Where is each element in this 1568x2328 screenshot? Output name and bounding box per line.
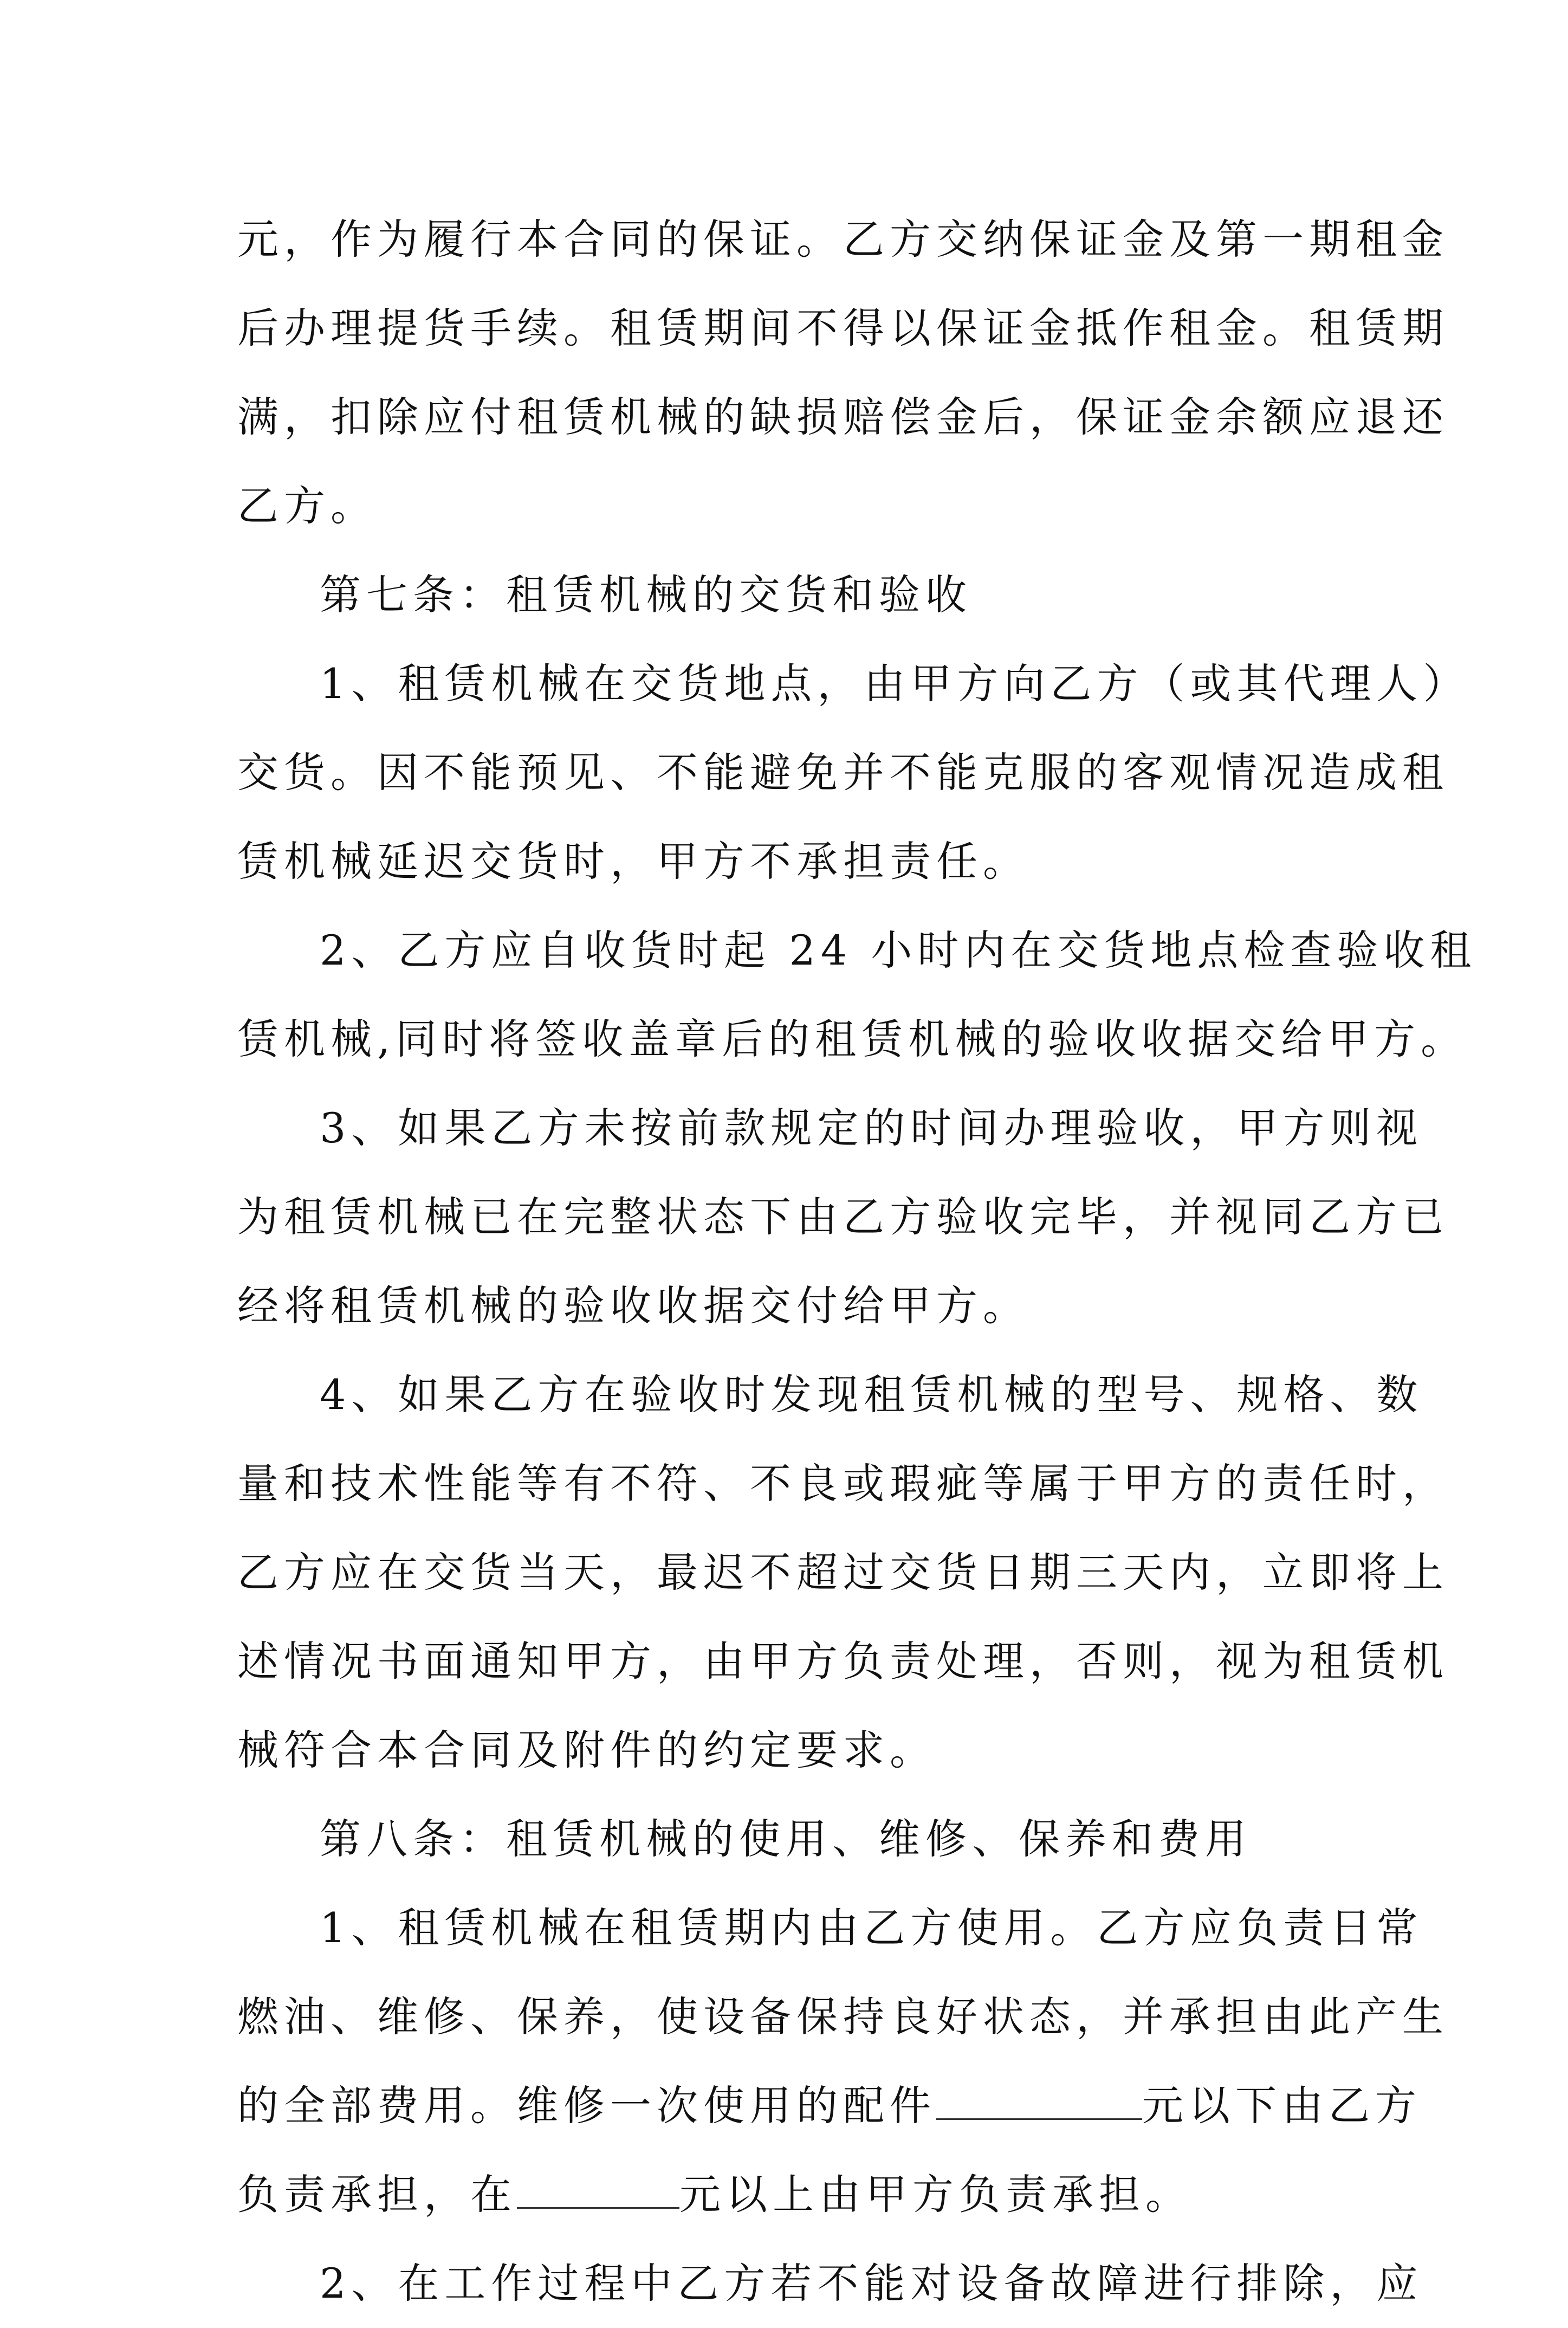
text-segment: 元以上由甲方负责承担。 [679,2170,1192,2219]
contract-text [237,195,1477,2328]
text-segment: 负责承担，在 [237,2170,517,2219]
text-line: 2、乙方应自收货时起 24 小时内在交货地点检查验收租 [320,926,1477,974]
text-line: 械符合本合同及附件的约定要求。 [237,1726,936,1774]
text-line: 2、在工作过程中乙方若不能对设备故障进行排除，应 [320,2259,1423,2307]
text-line: 乙方。 [237,482,377,530]
text-line: 燃油、维修、保养，使设备保持良好状态，并承担由此产生 [237,1993,1449,2041]
fill-in-blank [936,2080,1142,2120]
text-line: 1、租赁机械在租赁期内由乙方使用。乙方应负责日常 [320,1904,1423,1952]
text-segment: 元以下由乙方 [1142,2081,1422,2130]
text-segment: 的全部费用。维修一次使用的配件 [237,2081,936,2130]
text-line: 赁机械,同时将签收盖章后的租赁机械的验收收据交给甲方。 [237,1015,1468,1063]
text-line: 乙方应在交货当天，最迟不超过交货日期三天内，立即将上 [237,1548,1449,1596]
text-line: 4、如果乙方在验收时发现租赁机械的型号、规格、数 [320,1370,1423,1419]
text-line: 元，作为履行本合同的保证。乙方交纳保证金及第一期租金 [237,215,1449,263]
text-line-with-blank [237,2150,1326,2239]
text-line: 交货。因不能预见、不能避免并不能克服的客观情况造成租 [237,748,1449,797]
fill-in-blank [517,2169,679,2209]
text-line: 为租赁机械已在完整状态下由乙方验收完毕，并视同乙方已 [237,1193,1449,1241]
article-heading-7: 第七条：租赁机械的交货和验收 [320,571,972,619]
text-line: 量和技术性能等有不符、不良或瑕疵等属于甲方的责任时， [237,1459,1449,1508]
text-line-with-blank [237,2061,1422,2150]
text-line: 满，扣除应付租赁机械的缺损赔偿金后，保证金余额应退还 [237,393,1449,441]
text-line: 经将租赁机械的验收收据交付给甲方。 [237,1282,1029,1330]
text-line: 3、如果乙方未按前款规定的时间办理验收，甲方则视 [320,1104,1423,1152]
text-line: 述情况书面通知甲方，由甲方负责处理，否则，视为租赁机 [237,1637,1449,1685]
text-line: 赁机械延迟交货时，甲方不承担责任。 [237,837,1029,885]
text-line: 后办理提货手续。租赁期间不得以保证金抵作租金。租赁期 [237,304,1449,352]
text-line: 1、租赁机械在交货地点，由甲方向乙方（或其代理人） [320,659,1470,708]
article-heading-8: 第八条：租赁机械的使用、维修、保养和费用 [320,1815,1252,1863]
